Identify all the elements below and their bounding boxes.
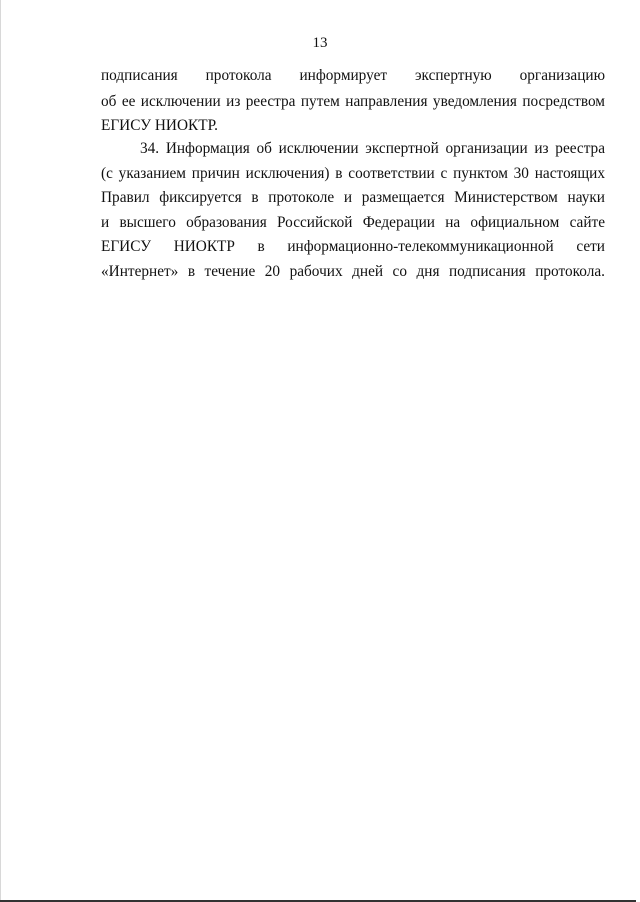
paragraph-34-first-line: 34. Информация об исключении экспертной организации из реестра: [140, 140, 605, 157]
text-line: подписания протокола информирует экспертную организацию: [101, 67, 605, 84]
page-number: 13: [312, 35, 328, 51]
text-line: Правил фиксируется в протоколе и размещается Министерством науки: [101, 189, 605, 206]
scan-left-edge: [0, 0, 1, 902]
text-line: об ее исключении из реестра путем направления уведомления посредством: [101, 93, 605, 110]
text-line: ЕГИСУ НИОКТР в информационно-телекоммуникационной сети: [101, 238, 605, 255]
text-line: и высшего образования Российской Федерации на официальном сайте: [101, 214, 605, 231]
text-line: «Интернет» в течение 20 рабочих дней со дня подписания протокола.: [101, 263, 605, 280]
text-line: (с указанием причин исключения) в соответствии с пунктом 30 настоящих: [101, 165, 605, 182]
text-line: ЕГИСУ НИОКТР.: [101, 117, 218, 134]
